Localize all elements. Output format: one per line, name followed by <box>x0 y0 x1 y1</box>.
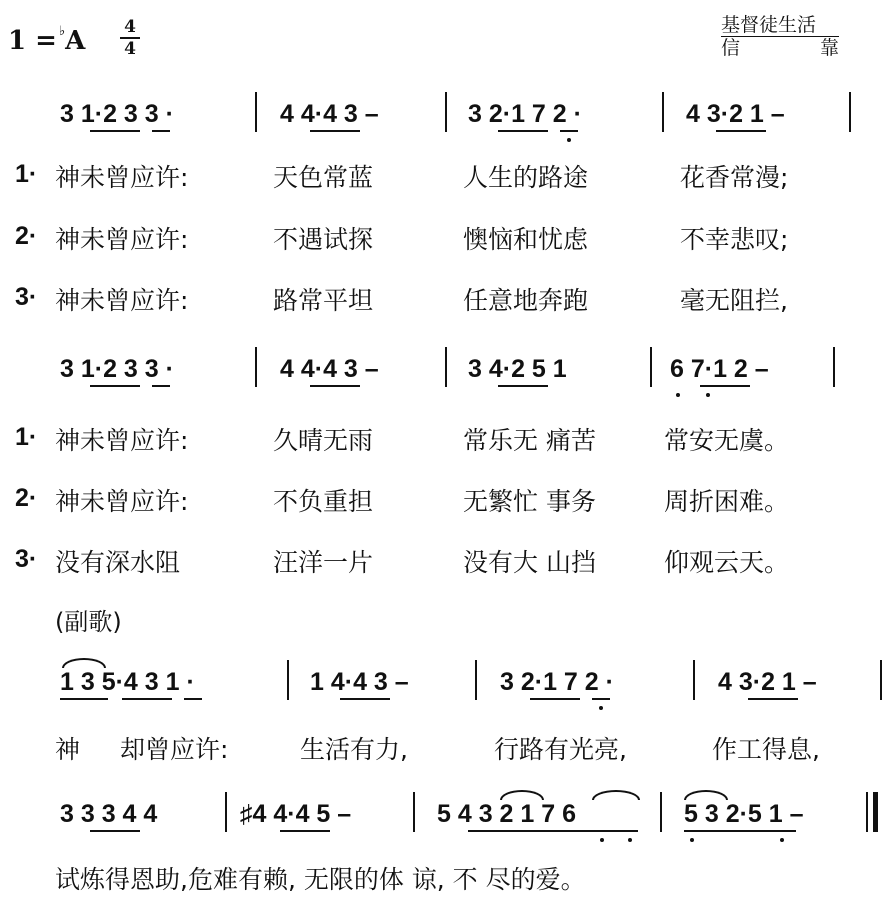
chorus-measure-7: 5 4 3 2 1 7 6 <box>437 800 577 828</box>
lyric-phrase: 汪洋一片 <box>273 548 374 577</box>
chorus-lyric: 生活有力, <box>300 735 408 764</box>
key-signature: 1 = ♭A <box>8 24 86 56</box>
barline <box>255 92 257 132</box>
lyric-phrase: 神未曾应许: <box>55 426 189 455</box>
beam <box>310 385 360 387</box>
measure-1-3: 3 2·1 7 2 · <box>468 100 582 128</box>
slur <box>684 790 728 800</box>
chorus-lyric: 作工得息, <box>712 735 820 764</box>
chorus-measure-8: 5 3 2·5 1 – <box>684 800 804 828</box>
measure-2-3: 3 4·2 5 1 <box>468 355 567 383</box>
barline <box>445 347 447 387</box>
beam <box>684 830 796 832</box>
lower-octave-dot <box>599 706 603 710</box>
lower-octave-dot <box>567 138 571 142</box>
lyric-phrase: 路常平坦 <box>273 286 374 315</box>
beam <box>530 698 580 700</box>
beam <box>700 385 750 387</box>
beam <box>152 385 170 387</box>
credit-author-2: 靠 <box>819 37 839 59</box>
chorus-lyric: 行路有光亮, <box>494 735 627 764</box>
beam <box>498 385 548 387</box>
beam <box>498 130 548 132</box>
lyric-phrase: 懊恼和忧虑 <box>463 225 589 254</box>
barline <box>650 347 652 387</box>
verse-number: 2· <box>15 222 38 250</box>
beam <box>468 830 638 832</box>
chorus-lyric: 神 <box>55 735 81 764</box>
barline <box>866 792 868 832</box>
beam <box>60 698 108 700</box>
lower-octave-dot <box>690 838 694 842</box>
verse-number: 2· <box>15 484 38 512</box>
barline <box>662 92 664 132</box>
verse-number: 3· <box>15 545 38 573</box>
lower-octave-dot <box>676 393 680 397</box>
beam <box>90 830 140 832</box>
meter-bottom: 4 <box>124 39 136 59</box>
barline <box>880 660 882 700</box>
lyric-phrase: 神未曾应许: <box>55 163 189 192</box>
lyric-phrase: 人生的路途 <box>463 163 589 192</box>
lower-octave-dot <box>706 393 710 397</box>
measure-1-2: 4 4·4 3 – <box>280 100 379 128</box>
verse-number: 1· <box>15 423 38 451</box>
slur <box>500 790 544 800</box>
measure-1-1: 3 1·2 3 3 · <box>60 100 174 128</box>
flat-sign: ♭ <box>58 24 66 40</box>
lyric-phrase: 久晴无雨 <box>273 426 374 455</box>
chorus-measure-5: 3 3 3 4 4 <box>60 800 158 828</box>
barline <box>255 347 257 387</box>
barline <box>833 347 835 387</box>
beam <box>560 130 578 132</box>
final-barline <box>873 792 878 832</box>
credit-source: 基督徒生活 <box>721 14 839 37</box>
barline <box>475 660 477 700</box>
barline <box>413 792 415 832</box>
meter-top: 4 <box>124 17 136 37</box>
verse-number: 1· <box>15 160 38 188</box>
beam <box>90 385 140 387</box>
barline <box>849 92 851 132</box>
beam <box>152 130 170 132</box>
beam <box>310 130 360 132</box>
slur <box>62 658 106 668</box>
chorus-measure-6: ♯4 4·4 5 – <box>240 800 352 828</box>
chorus-measure-3: 3 2·1 7 2 · <box>500 668 614 696</box>
chorus-measure-2: 1 4·4 3 – <box>310 668 409 696</box>
lyric-phrase: 周折困难。 <box>664 487 790 516</box>
lyric-phrase: 没有深水阻 <box>55 548 181 577</box>
lyric-phrase: 神未曾应许: <box>55 286 189 315</box>
measure-2-2: 4 4·4 3 – <box>280 355 379 383</box>
barline <box>693 660 695 700</box>
chorus-measure-4: 4 3·2 1 – <box>718 668 817 696</box>
lower-octave-dot <box>600 838 604 842</box>
slur <box>592 790 640 800</box>
lyric-phrase: 不负重担 <box>273 487 374 516</box>
beam <box>716 130 766 132</box>
lyric-phrase: 不遇试探 <box>273 225 374 254</box>
lyric-phrase: 常安无虞。 <box>664 426 790 455</box>
beam <box>184 698 202 700</box>
lyric-phrase: 天色常蓝 <box>273 163 374 192</box>
credit-block <box>721 14 839 59</box>
lyric-phrase: 常乐无 痛苦 <box>463 426 596 455</box>
chorus-measure-1: 1 3 5·4 3 1 · <box>60 668 195 696</box>
time-signature <box>120 18 140 58</box>
barline <box>660 792 662 832</box>
lower-octave-dot <box>780 838 784 842</box>
beam <box>340 698 390 700</box>
barline <box>225 792 227 832</box>
measure-2-4: 6 7·1 2 – <box>670 355 769 383</box>
chorus-label: (副歌) <box>55 608 122 636</box>
measure-2-1: 3 1·2 3 3 · <box>60 355 174 383</box>
beam <box>748 698 798 700</box>
chorus-lyric: 却曾应许: <box>120 735 229 764</box>
lyric-phrase: 没有大 山挡 <box>463 548 596 577</box>
lyric-phrase: 不幸悲叹; <box>680 225 789 254</box>
barline <box>287 660 289 700</box>
chorus-lyric-line-2: 试炼得恩助,危难有赖, 无限的体 谅, 不 尽的爱。 <box>55 865 586 894</box>
credit-author-1: 信 <box>721 37 741 59</box>
beam <box>90 130 140 132</box>
lyric-phrase: 无繁忙 事务 <box>463 487 596 516</box>
lyric-phrase: 神未曾应许: <box>55 225 189 254</box>
lyric-phrase: 任意地奔跑 <box>463 286 589 315</box>
lyric-phrase: 花香常漫; <box>680 163 789 192</box>
lyric-phrase: 神未曾应许: <box>55 487 189 516</box>
lyric-phrase: 仰观云天。 <box>664 548 790 577</box>
measure-1-4: 4 3·2 1 – <box>686 100 785 128</box>
lower-octave-dot <box>628 838 632 842</box>
beam <box>592 698 610 700</box>
beam <box>280 830 330 832</box>
beam <box>122 698 172 700</box>
lyric-phrase: 毫无阻拦, <box>680 286 788 315</box>
verse-number: 3· <box>15 283 38 311</box>
barline <box>445 92 447 132</box>
